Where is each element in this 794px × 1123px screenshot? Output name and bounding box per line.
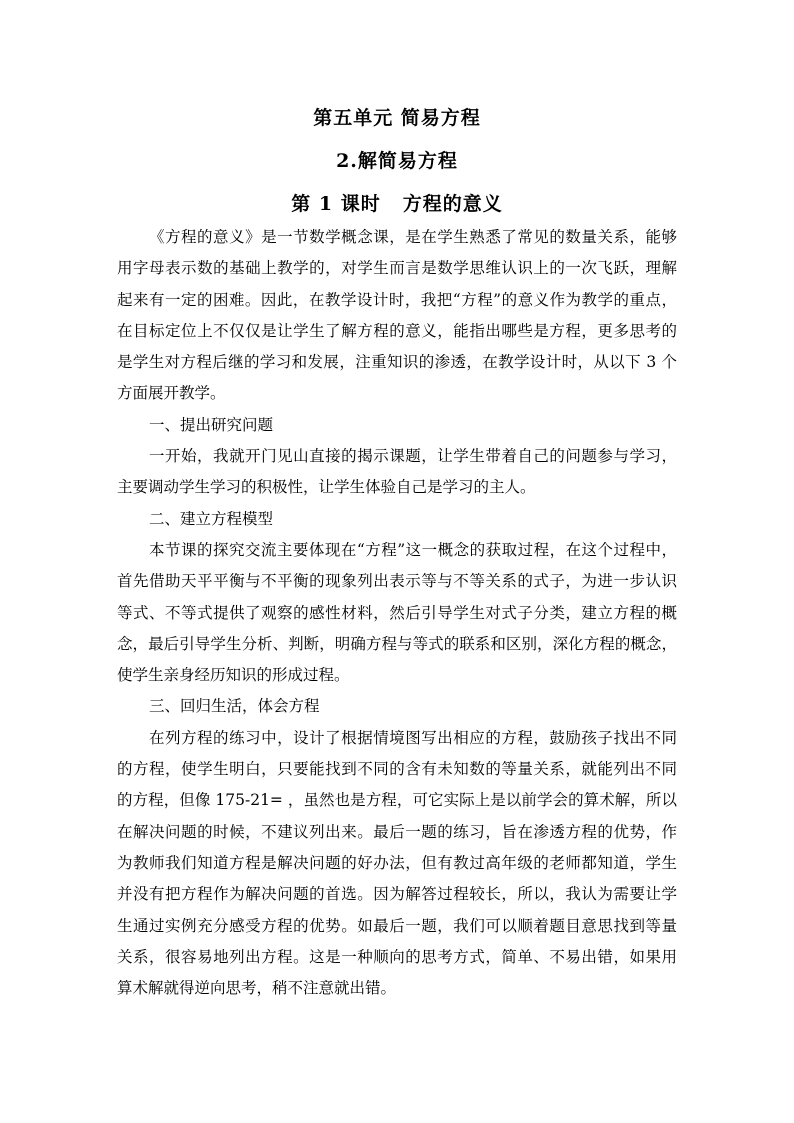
paragraph-line: 的方程，但像 175-21= ，虽然也是方程，可它实际上是以前学会的算术解，所以 <box>117 791 677 810</box>
paragraph-line: 使学生亲身经历知识的形成过程。 <box>117 666 350 685</box>
paragraph-line: 并没有把方程作为解决问题的首选。因为解答过程较长，所以，我认为需要让学 <box>117 885 677 904</box>
paragraph-line: 算术解就得逆向思考，稍不注意就出错。 <box>117 979 397 998</box>
paragraph-line: 等式、不等式提供了观察的感性材料，然后引导学生对式子分类，建立方程的概 <box>117 603 677 622</box>
paragraph-line: 念，最后引导学生分析、判断，明确方程与等式的联系和区别，深化方程的概念， <box>117 634 677 653</box>
section-title: 2.解简易方程 <box>336 150 458 172</box>
paragraph-line: 本节课的探究交流主要体现在“方程”这一概念的获取过程，在这个过程中， <box>149 540 677 559</box>
section-heading: 一、提出研究问题 <box>149 415 274 434</box>
paragraph-line: 方面展开教学。 <box>117 384 226 403</box>
paragraph-line: 在目标定位上不仅仅是让学生了解方程的意义，能指出哪些是方程，更多思考的 <box>117 321 677 340</box>
paragraph-line: 首先借助天平平衡与不平衡的现象列出表示等与不等关系的式子，为进一步认识 <box>117 572 677 591</box>
paragraph-line: 《方程的意义》是一节数学概念课，是在学生熟悉了常见的数量关系，能够 <box>149 228 677 246</box>
body-text <box>117 222 677 1004</box>
section-heading: 三、回归生活，体会方程 <box>149 697 320 716</box>
paragraph-line: 为教师我们知道方程是解决问题的好办法，但有教过高年级的老师都知道，学生 <box>117 853 677 872</box>
paragraph-line: 一开始，我就开门见山直接的揭示课题，让学生带着自己的问题参与学习， <box>149 447 677 466</box>
unit-title: 第五单元 简易方程 <box>313 107 481 129</box>
paragraph-line: 的方程，使学生明白，只要能找到不同的含有未知数的等量关系，就能列出不同 <box>117 760 677 779</box>
lesson-number: 第 1 课时 <box>291 193 381 215</box>
paragraph-line: 起来有一定的困难。因此，在教学设计时，我把“方程”的意义作为教学的重点， <box>117 290 677 309</box>
paragraph-line: 是学生对方程后继的学习和发展，注重知识的渗透，在教学设计时，从以下 3 个 <box>117 353 677 372</box>
paragraph-line: 在解决问题的时候，不建议列出来。最后一题的练习，旨在渗透方程的优势，作 <box>117 822 677 841</box>
paragraph-line: 用字母表示数的基础上教学的，对学生而言是数学思维认识上的一次飞跃，理解 <box>117 259 677 278</box>
paragraph-line: 关系，很容易地列出方程。这是一种顺向的思考方式，简单、不易出错，如果用 <box>117 947 677 966</box>
paragraph-line: 在列方程的练习中，设计了根据情境图写出相应的方程，鼓励孩子找出不同 <box>149 728 677 747</box>
section-heading: 二、建立方程模型 <box>149 509 274 528</box>
paragraph-line: 主要调动学生学习的积极性，让学生体验自己是学习的主人。 <box>117 478 536 497</box>
lesson-name: 方程的意义 <box>402 193 503 215</box>
paragraph-line: 生通过实例充分感受方程的优势。如最后一题，我们可以顺着题目意思找到等量 <box>117 916 677 935</box>
lesson-title <box>0 189 794 216</box>
